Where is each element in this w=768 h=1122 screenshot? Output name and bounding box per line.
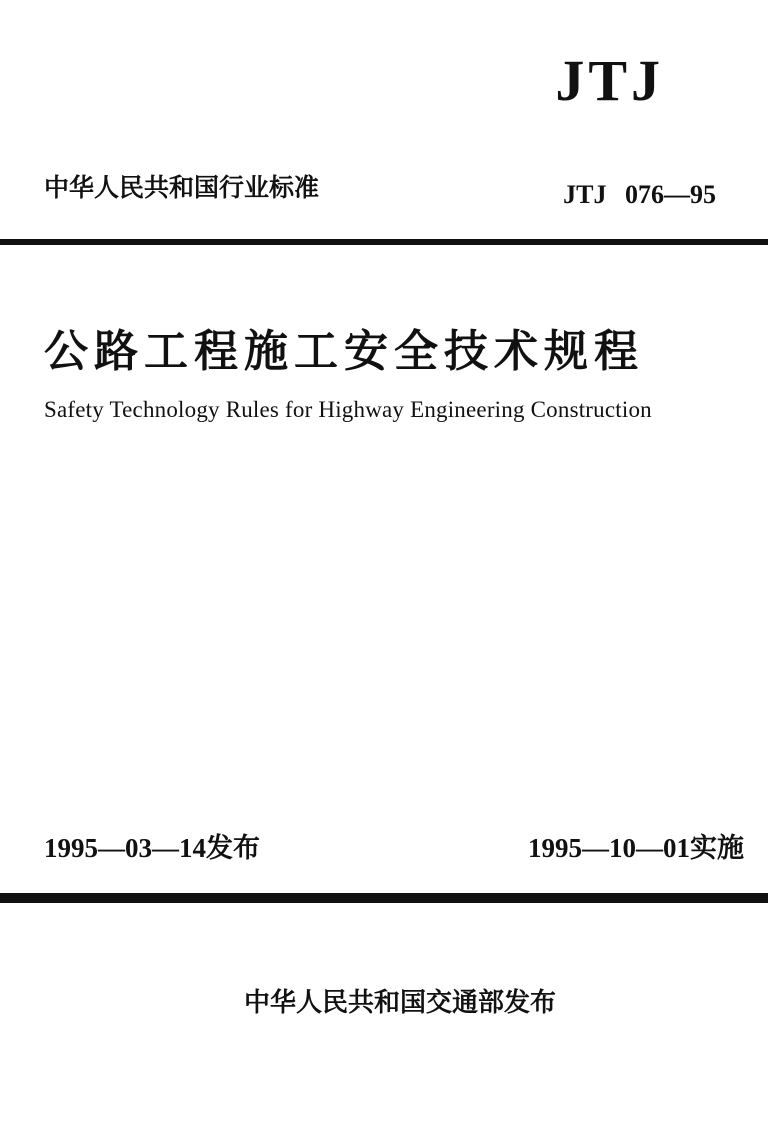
- effective-date: 1995—10—01实施: [528, 833, 744, 863]
- publisher-label: 中华人民共和国交通部发布: [243, 988, 556, 1018]
- document-title-english: Safety Technology Rules for Highway Engineering Construction: [44, 397, 652, 422]
- top-divider: [0, 239, 768, 245]
- standard-logo: JTJ: [555, 48, 664, 113]
- document-title-chinese: 公路工程施工安全技术规程: [44, 326, 644, 377]
- bottom-divider: [0, 893, 768, 903]
- issue-date: 1995—03—14发布: [44, 833, 260, 863]
- standard-code: JTJ 076—95: [563, 180, 716, 209]
- industry-standard-label: 中华人民共和国行业标准: [44, 173, 320, 202]
